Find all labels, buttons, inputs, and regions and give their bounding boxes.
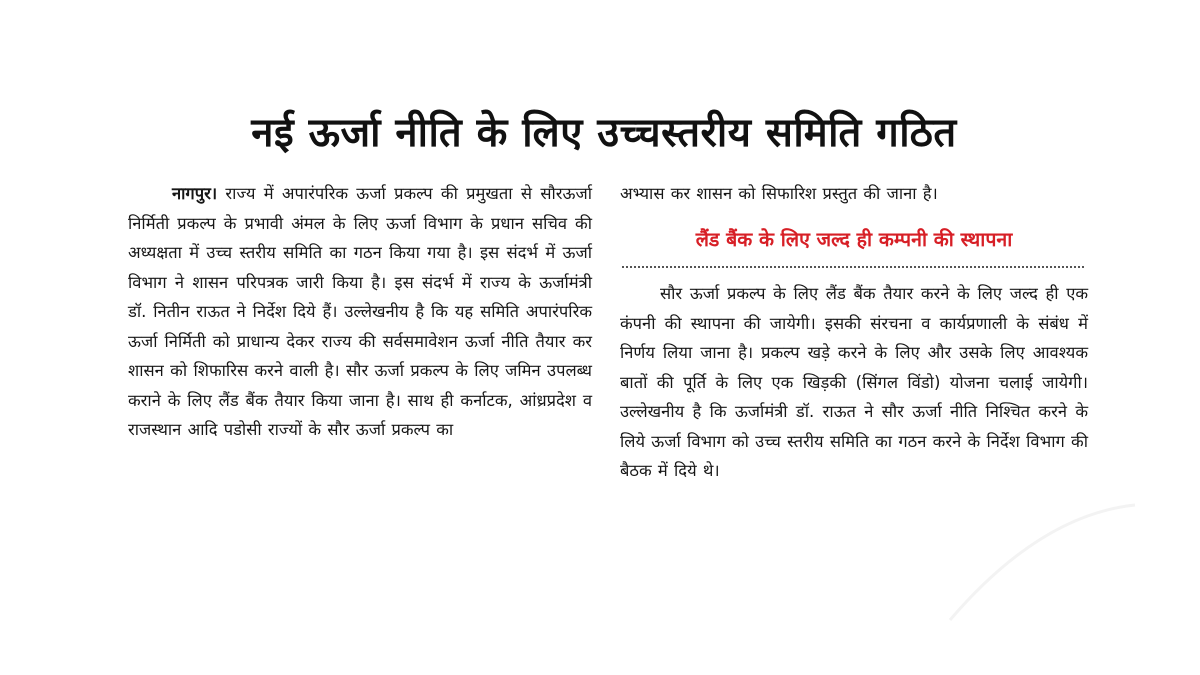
dotted-divider bbox=[622, 266, 1084, 268]
background-arc-decoration bbox=[940, 495, 1140, 625]
left-column-body bbox=[128, 179, 592, 445]
right-column-body bbox=[620, 279, 1088, 486]
article-headline: नई ऊर्जा नीति के लिए उच्चस्तरीय समिति गठित bbox=[251, 110, 957, 156]
right-column-text: सौर ऊर्जा प्रकल्प के लिए लैंड बैंक तैयार करने के लिए जल्द ही एक कंपनी की स्थापना की जायेगी। इसकी संरचना व कार्यप्रणाली के संबंध में निर्णय लिया जाना है। प्रकल्प खड़े करने के लिए और उसके लिए आवश्यक बातों की पूर्ति के लिए एक खिड़की (सिंगल विंडो) योजना चलाई जायेगी। उल्लेखनीय है कि ऊर्जामंत्री डॉ. राऊत ने सौर ऊर्जा नीति निश्चित करने के लिये ऊर्जा विभाग को उच्च स्तरीय समिति का गठन करने के निर्देश विभाग की बैठक में दिये थे। bbox=[620, 284, 1088, 480]
paragraph-indent bbox=[620, 284, 660, 303]
right-column-continuation: अभ्यास कर शासन को सिफारिश प्रस्तुत की जाना है। bbox=[620, 184, 938, 203]
left-column-text: राज्य में अपारंपरिक ऊर्जा प्रकल्प की प्रमुखता से सौरऊर्जा निर्मिती प्रकल्प के प्रभावी अंमल के लिए ऊर्जा विभाग के प्रधान सचिव की अध्यक्षता में उच्च स्तरीय समिति का गठन किया गया है। इस संदर्भ में ऊर्जा विभाग ने शासन परिपत्रक जारी किया है। इस संदर्भ में राज्य के ऊर्जामंत्री डॉ. नितीन राऊत ने निर्देश दिये हैं। उल्लेखनीय है कि यह समिति अपारंपरिक ऊर्जा निर्मिती को प्राधान्य देकर राज्य की सर्वसमावेशन ऊर्जा नीति तैयार कर शासन को शिफारिस करने वाली है। सौर ऊर्जा प्रकल्प के लिए जमिन उपलब्ध कराने के लिए लैंड बैंक तैयार किया जाना है। साथ ही कर्नाटक, आंध्रप्रदेश व राजस्थान आदि पडोसी राज्यों के सौर ऊर्जा प्रकल्प का bbox=[128, 184, 592, 439]
dateline: नागपुर। bbox=[172, 184, 218, 203]
article-subheading: लैंड बैंक के लिए जल्द ही कम्पनी की स्थापना bbox=[695, 228, 1013, 251]
